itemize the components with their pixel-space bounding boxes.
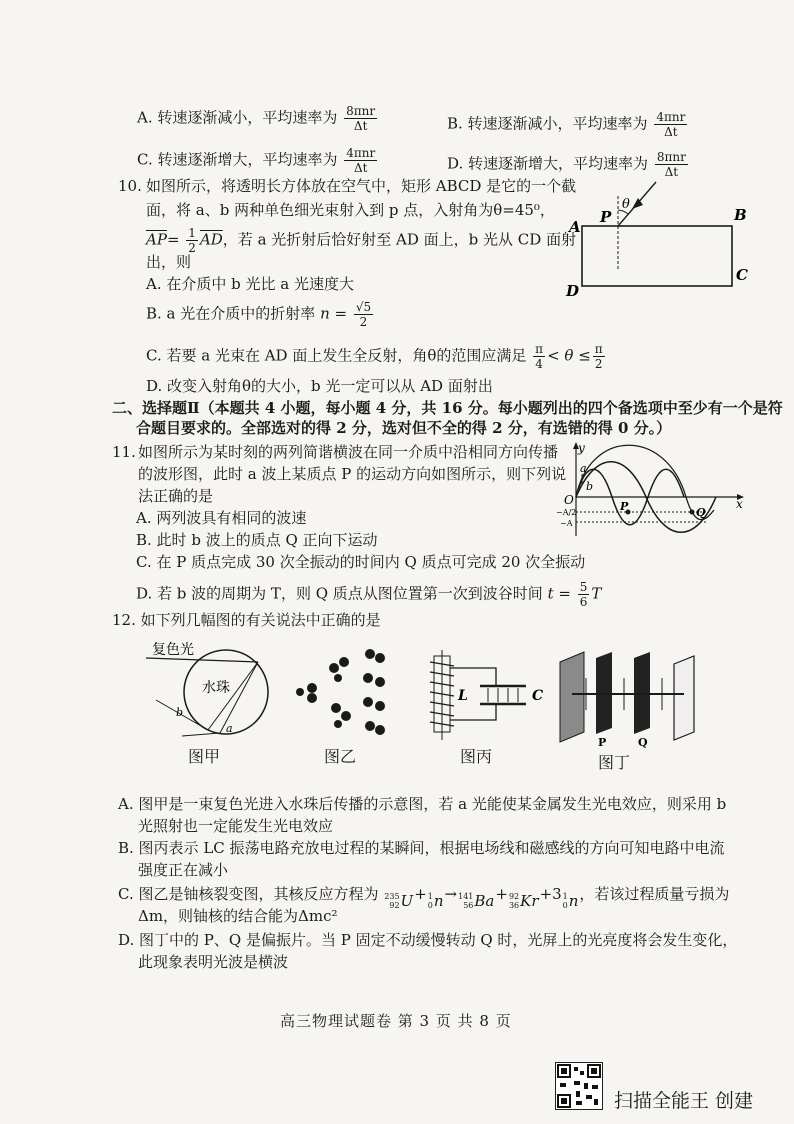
fig-jia-water-drop	[146, 640, 276, 740]
barium-141: 141 56 Ba	[458, 892, 495, 910]
q9-option-c-text: C. 转速逐渐增大，平均速率为	[137, 150, 338, 169]
page-footer: 高三物理试题卷 第 3 页 共 8 页	[280, 1012, 512, 1030]
scanner-watermark: 扫描全能王 创建	[614, 1090, 754, 1112]
wave-b-extended	[576, 445, 714, 519]
refracted-ray-1	[208, 662, 258, 730]
q9-option-d-fraction: $\frac{\text{8πnr}}{\Delta t}$	[656, 150, 686, 179]
label-half-amplitude: −A/2	[556, 508, 577, 517]
label-b-wave: b	[586, 480, 594, 493]
q10-option-c-right-fraction: $\frac{\pi}{2}$	[594, 342, 603, 371]
q10-option-b: B. a 光在介质中的折射率 n = $\frac{√5}{2}$	[146, 300, 372, 329]
label-c: C	[736, 266, 748, 284]
label-inductor: L	[458, 688, 468, 704]
light-source	[560, 652, 584, 742]
neutron-symbol: 1 0 n	[427, 892, 444, 910]
nucleus	[339, 657, 349, 667]
uranium-235: 235 92 U	[384, 892, 414, 910]
neutron	[334, 674, 342, 682]
label-p-wave: P	[620, 500, 629, 513]
q11-option-d-fraction: $\frac{5}{6}$	[579, 580, 588, 609]
q10-option-d: D. 改变入射角θ的大小，b 光一定可以从 AD 面射出	[146, 377, 493, 395]
light-screen	[674, 656, 694, 740]
nucleus	[331, 703, 341, 713]
q10-number: 10.	[118, 177, 142, 195]
q12-option-c-line2: Δm，则铀核的结合能为Δmc²	[138, 907, 338, 925]
label-a-wave: a	[580, 462, 587, 475]
nucleus	[363, 673, 373, 683]
rectangle-abcd	[582, 226, 732, 286]
q12-option-b-line2: 强度正在减小	[138, 861, 229, 879]
q11-option-a: A. 两列波具有相同的波速	[136, 509, 307, 527]
label-q-wave: Q	[696, 506, 706, 519]
nucleus	[375, 677, 385, 687]
incident-light	[146, 658, 258, 662]
fig-bing-label: 图丙	[460, 747, 493, 766]
label-neg-amplitude: −A	[560, 519, 573, 528]
q10-ap-segment: $\overline{AP}$	[146, 230, 167, 249]
q12-option-a-line1: A. 图甲是一束复色光进入水珠后传播的示意图，若 a 光能使某金属发生光电效应，则采用 b	[118, 795, 727, 813]
point-q	[690, 510, 695, 515]
q11-option-b: B. 此时 b 波上的质点 Q 正向下运动	[136, 531, 378, 549]
label-ray-b: b	[176, 706, 184, 719]
label-y: y	[578, 441, 585, 455]
fig-ding-label: 图丁	[598, 753, 631, 772]
q12-option-b-line1: B. 图丙表示 LC 振荡电路充放电过程的某瞬间，根据电场线和磁感线的方向可知电路中电流	[118, 839, 725, 857]
label-d: D	[566, 282, 580, 300]
electric-field-lines	[488, 688, 518, 702]
q10-option-b-fraction: $\frac{√5}{2}$	[355, 300, 372, 329]
q10-stem-line2: 面，将 a、b 两种单色细光束射入到 p 点，入射角为θ=45⁰，	[146, 201, 555, 219]
q11-option-c: C. 在 P 质点完成 30 次全振动的时间内 Q 质点可完成 20 次全振动	[136, 553, 586, 571]
q11-stem-line2: 的波形图，此时 a 波上某质点 P 的运动方向如图所示，则下列说	[138, 465, 567, 483]
nucleus	[341, 711, 351, 721]
fig-bing-lc-circuit	[426, 646, 556, 742]
neutron	[334, 720, 342, 728]
q11-number: 11.	[112, 443, 136, 461]
fig-ding-polarizers	[556, 648, 706, 748]
fig-yi-label: 图乙	[324, 747, 357, 766]
q11-stem-line1: 如图所示为某时刻的两列简谐横波在同一介质中沿相同方向传播	[138, 443, 559, 461]
qr-code-icon	[555, 1062, 603, 1110]
label-polarizer-p: P	[598, 736, 607, 749]
q10-ad-segment: $\overline{AD}$	[199, 230, 223, 249]
q10-option-c: C. 若要 a 光束在 AD 面上发生全反射，角θ的范围应满足 $\frac{\pi}{4}$ < θ ≤ $\frac{\pi}{2}$	[146, 342, 603, 371]
q9-option-b-fraction: $\frac{\text{4πnr}}{\Delta t}$	[656, 110, 686, 139]
q12-option-d-line1: D. 图丁中的 P、Q 是偏振片。当 P 固定不动缓慢转动 Q 时，光屏上的光亮度将会发生变化，	[118, 931, 738, 949]
q10-half-fraction: $\frac{1}{2}$	[188, 226, 196, 255]
q10-stem-line3: $\overline{AP}=$ $\frac{1}{2}$ $\overline{AD}$，若 a 光折射后恰好射至 AD 面上，b 光从 CD 面射	[146, 226, 577, 255]
neutron-symbol: 1 0 n	[562, 892, 579, 910]
circuit-wire-top	[450, 668, 496, 686]
q11-option-d: D. 若 b 波的周期为 T，则 Q 质点从图位置第一次到波谷时间 t = $\frac{5}{6}$ T	[136, 580, 602, 609]
label-capacitor: C	[532, 688, 544, 704]
q10-stem-line4: 出，则	[146, 253, 192, 271]
q11-wave-figure	[556, 440, 748, 540]
nucleus	[329, 663, 339, 673]
krypton-92: 92 36 Kr	[508, 892, 539, 910]
q10-option-c-left-fraction: $\frac{\pi}{4}$	[535, 342, 544, 371]
nucleus	[363, 697, 373, 707]
section2-heading-line2: 合题目要求的。全部选对的得 2 分，选对但不全的得 2 分，有选错的得 0 分。）	[136, 419, 672, 437]
label-ray-a: a	[226, 722, 233, 735]
fig-yi-fission-chain	[290, 644, 390, 740]
q9-option-d	[447, 150, 690, 179]
q9-option-c-fraction: $\frac{\text{4πnr}}{\Delta t}$	[346, 146, 376, 175]
q9-option-a-text: A. 转速逐渐减小，平均速率为	[137, 108, 338, 127]
q9-option-c	[137, 146, 379, 175]
label-o: O	[564, 493, 574, 507]
q9-option-a-fraction: $\frac{\text{8πnr}}{\Delta t}$	[346, 104, 376, 133]
label-theta: θ	[622, 197, 630, 212]
q10-option-a: A. 在介质中 b 光比 a 光速度大	[146, 275, 354, 293]
q10-rectangle-figure	[556, 176, 746, 300]
label-composite-light: 复色光	[152, 642, 194, 658]
q12-option-c-line1: C. 图乙是铀核裂变图，其核反应方程为 235 92 U + 1 0 n → 141 56 Ba + 92 36 Kr +3 1 0 n ，若该过程质量亏损为	[118, 885, 730, 910]
nucleus	[375, 701, 385, 711]
nucleus	[375, 653, 385, 663]
q9-option-a	[137, 104, 379, 133]
exit-ray-a	[182, 733, 220, 736]
nucleus	[307, 693, 317, 703]
q12-stem: 12. 如下列几幅图的有关说法中正确的是	[112, 611, 381, 629]
section2-heading-line1: 二、选择题Ⅱ（本题共 4 小题，每小题 4 分，共 16 分。每小题列出的四个备选项中至少有一个是符	[112, 399, 783, 417]
neutron	[296, 688, 304, 696]
label-p: P	[600, 208, 612, 226]
q11-stem-line3: 法正确的是	[138, 487, 214, 505]
fig-jia-label: 图甲	[188, 747, 221, 766]
nucleus	[375, 725, 385, 735]
q9-option-b	[447, 110, 689, 139]
q12-option-a-line2: 光照射也一定能发生光电效应	[138, 817, 334, 835]
label-polarizer-q: Q	[638, 736, 648, 749]
label-a: A	[569, 218, 581, 236]
circuit-wire-bottom	[450, 704, 496, 720]
q9-option-b-text: B. 转速逐渐减小，平均速率为	[447, 114, 648, 133]
label-water-drop: 水珠	[202, 680, 230, 696]
q12-option-d-line2: 此现象表明光波是横波	[138, 953, 289, 971]
nucleus	[365, 649, 375, 659]
label-b: B	[734, 206, 747, 224]
q9-option-d-text: D. 转速逐渐增大，平均速率为	[447, 154, 649, 173]
q10-stem-line1: 如图所示，将透明长方体放在空气中，矩形 ABCD 是它的一个截	[146, 177, 577, 195]
nucleus	[307, 683, 317, 693]
nucleus	[365, 721, 375, 731]
label-x: x	[736, 497, 743, 511]
